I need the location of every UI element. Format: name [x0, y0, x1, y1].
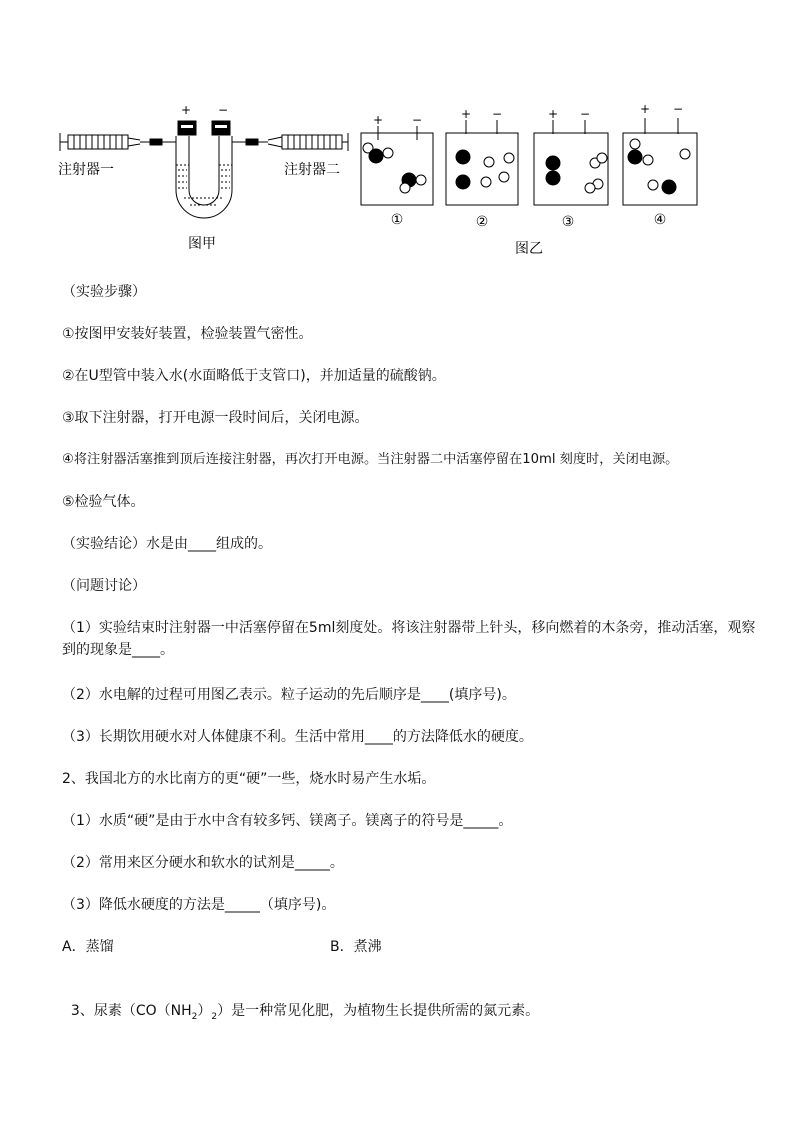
problem-3-text-c: ）是一种常见化肥，为植物生长提供所需的氮元素。: [217, 1003, 540, 1019]
panel-4-plus: +: [639, 102, 651, 116]
step-5: ⑤检验气体。: [62, 494, 145, 510]
jia-minus: −: [218, 103, 229, 117]
problem-2: 2、我国北方的水比南方的更“硬”一些，烧水时易产生水垢。: [62, 771, 436, 787]
problem-3-subscript: 2: [191, 1011, 198, 1022]
problem-3-text-b: ）: [197, 1003, 212, 1019]
panel-4-label: ④: [653, 212, 667, 228]
figure-yi: [361, 118, 697, 205]
panel-1-label: ①: [390, 212, 404, 228]
panel-3-minus: −: [579, 107, 591, 121]
discussion-header: （问题讨论）: [62, 578, 146, 594]
panel-4-minus: −: [672, 102, 684, 116]
panel-2-minus: −: [491, 107, 503, 121]
syringe-two-label: 注射器二: [284, 162, 340, 178]
step-2: ②在U型管中装入水(水面略低于支管口)，并加适量的硫酸钠。: [62, 368, 446, 384]
question-3: （3）长期饮用硬水对人体健康不利。生活中常用____的方法降低水的硬度。: [62, 729, 533, 745]
panel-3-label: ③: [561, 214, 575, 230]
figure-jia-caption: 图甲: [188, 236, 216, 252]
question-2: （2）水电解的过程可用图乙表示。粒子运动的先后顺序是____(填序号)。: [62, 687, 516, 703]
figure-yi-caption: 图乙: [515, 241, 543, 257]
figure-area: [0, 98, 794, 268]
problem-2-question-2: （2）常用来区分硬水和软水的试剂是_____。: [62, 855, 344, 871]
panel-2-plus: +: [460, 107, 472, 121]
panel-3-plus: +: [547, 107, 559, 121]
jia-plus: +: [181, 103, 192, 117]
syringe-one-label: 注射器一: [58, 162, 114, 178]
problem-3-text-a: 3、尿素（CO（NH: [70, 1003, 192, 1019]
step-4: ④将注射器活塞推到顶后连接注射器，再次打开电源。当注射器二中活塞停留在10ml 刻度时，关闭电源。: [62, 452, 679, 467]
syringe-two: [232, 133, 348, 151]
problem-3-subscript-2: 2: [211, 1011, 218, 1022]
problem-2-question-3: （3）降低水硬度的方法是_____（填序号)。: [62, 897, 336, 913]
option-a: A．蒸馏: [62, 939, 114, 955]
step-1: ①按图甲安装好装置，检验装置气密性。: [62, 326, 313, 342]
conclusion: （实验结论）水是由____组成的。: [62, 536, 272, 552]
steps-header: （实验步骤）: [62, 284, 146, 300]
panel-2-label: ②: [475, 214, 489, 230]
panel-3: [534, 120, 608, 205]
panel-1: [361, 126, 433, 205]
panel-1-plus: +: [372, 113, 384, 127]
panel-2: [446, 120, 518, 205]
syringe-one: [60, 133, 176, 151]
panel-1-minus: −: [411, 113, 423, 127]
panel-4: [623, 118, 697, 205]
u-tube: [176, 121, 232, 218]
question-1: （1）实验结束时注射器一中活塞停留在5ml刻度处。将该注射器带上针头，移向燃着的木条旁，推动活塞，观察到的现象是____。: [62, 620, 756, 658]
step-3: ③取下注射器，打开电源一段时间后，关闭电源。: [62, 410, 369, 426]
problem-2-question-1: （1）水质“硬”是由于水中含有较多钙、镁离子。镁离子的符号是_____。: [62, 813, 513, 829]
option-b: B．煮沸: [330, 939, 382, 955]
problem-3: [62, 978, 762, 1028]
